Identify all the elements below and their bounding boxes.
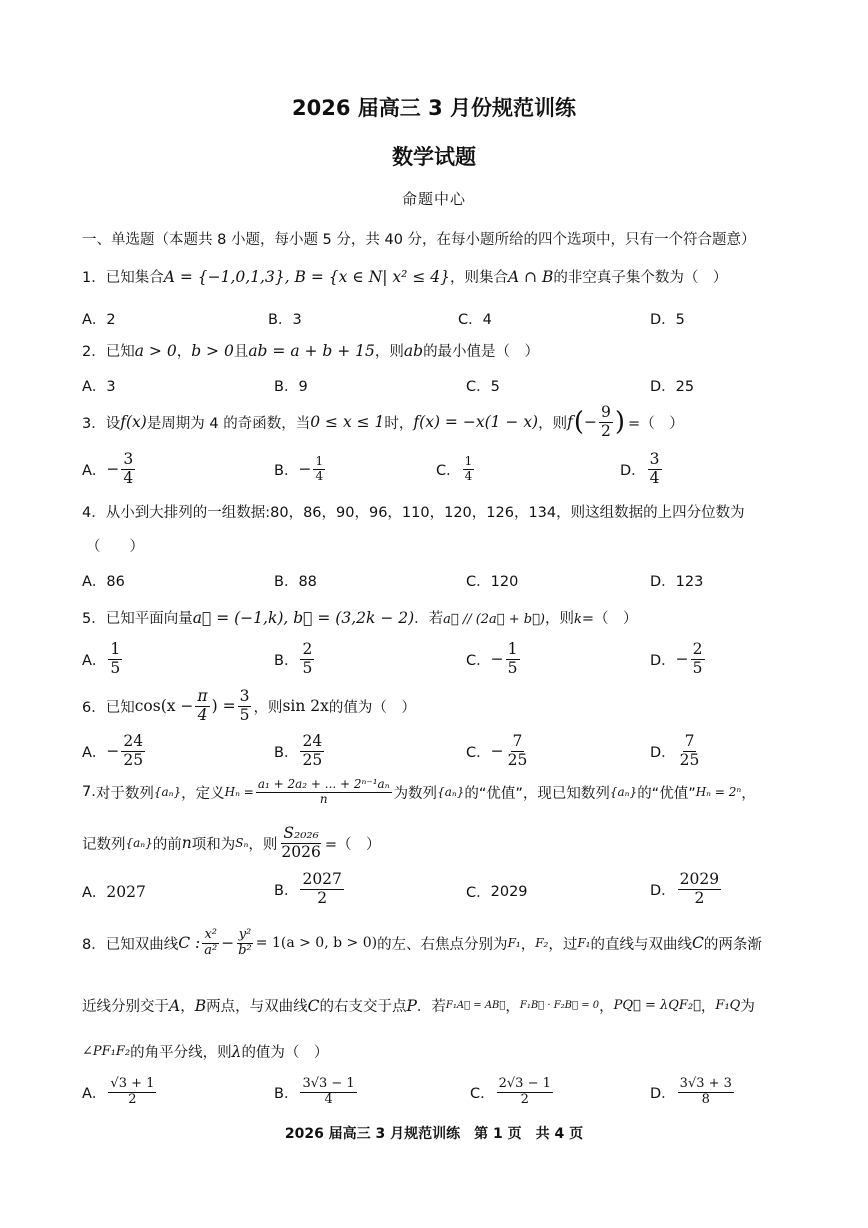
option-c: C．120 xyxy=(466,574,519,590)
option-c: C．5 xyxy=(466,379,500,395)
exam-subject: 数学试题 xyxy=(392,145,476,169)
option-c: C． 2029 xyxy=(466,883,528,901)
question-6: 6． 已知 cos(x − $\frac{\pi}{4}$ ) = $\frac{3}{5}$ ，则 sin 2x 的值为（ ） xyxy=(82,687,416,724)
option-b: B． $\frac{2}{5}$ xyxy=(274,640,313,677)
math-expression: k xyxy=(573,612,582,627)
question-8-line-3: ∠PF₁F₂ 的角平分线，则 λ 的值为（ ） xyxy=(82,1042,329,1061)
option-b: B．3 xyxy=(268,312,302,328)
question-number: 5． xyxy=(82,611,106,627)
question-text: 已知 xyxy=(105,699,135,716)
question-text: 的非空真子集个数为（ ） xyxy=(553,270,728,286)
fraction: $\frac{9}{2}$ xyxy=(601,403,611,440)
question-text: ，定义 xyxy=(181,785,225,802)
question-7-line-2: 记数列 {aₙ} 的前 n 项和为 Sₙ ，则 $\frac{\text{S₂₀₂₆}}{2026}$ =（ ） xyxy=(82,824,381,861)
question-text: 的值为（ ） xyxy=(328,699,416,716)
option-b: B．9 xyxy=(274,379,308,395)
question-1 xyxy=(82,266,727,287)
option-a: A．3 xyxy=(82,379,116,395)
math-expression: 0 ≤ x ≤ 1 xyxy=(310,413,385,432)
question-text: 从小到大排列的一组数据:80，86，90，96，110，120，126，134，则这组数据的上四分位数为 xyxy=(105,505,745,521)
question-text: =（ ） xyxy=(581,611,638,627)
question-number: 7. xyxy=(82,784,96,801)
option-d: D．5 xyxy=(650,312,685,328)
question-text: 对于数列 xyxy=(95,785,154,802)
question-text: 是周期为 4 的奇函数，当 xyxy=(146,415,311,432)
math-expression: {aₙ} xyxy=(437,785,465,800)
option-d: D．25 xyxy=(650,379,695,395)
math-expression: ab xyxy=(403,342,424,360)
math-expression: f xyxy=(567,413,573,432)
question-5 xyxy=(82,607,638,628)
question-text: 时， xyxy=(384,415,414,432)
question-number: 4． xyxy=(82,505,106,521)
option-a: A．86 xyxy=(82,574,125,590)
math-expression: ab = a + b + 15 xyxy=(248,342,375,360)
option-c: C． $\frac{1}{4}$ xyxy=(436,454,473,483)
question-3: 3． 设 f(x) 是周期为 4 的奇函数，当 0 ≤ x ≤ 1 时， f(x) = −x(1 − x) ，则 f ( − $\frac{9}{2}$ ) =（ ） xyxy=(82,403,684,440)
option-c: C． − $\frac{1}{5}$ xyxy=(466,640,518,677)
question-text: 为数列 xyxy=(393,785,438,802)
question-7: 7. 对于数列 {aₙ} ，定义 Hₙ = $\frac{\text{a₁ + 2a₂ + ... + 2ⁿ⁻¹aₙ}}{n}$ 为数列 {aₙ} 的“优值”，现已知数列 {aₙ} 的“优值” Hₙ = 2ⁿ ， xyxy=(82,777,756,806)
option-a: A．2 xyxy=(82,312,116,328)
question-text: ，则集合 xyxy=(449,270,508,286)
math-expression: cos(x − xyxy=(134,697,194,716)
question-text: =（ ） xyxy=(628,415,684,432)
question-text: 设 xyxy=(105,415,121,432)
option-b: B． $\frac{24}{25}$ xyxy=(274,732,323,769)
exam-title: 2026 届高三 3 月份规范训练 xyxy=(292,96,576,120)
option-b: B． $\frac{3√3 - 1}{4}$ xyxy=(274,1076,355,1107)
question-number: 2． xyxy=(82,344,106,360)
math-expression: A = {−1,0,1,3}, B = {x ∈ N| x² ≤ 4} xyxy=(163,268,450,286)
math-expression: {aₙ} xyxy=(609,785,638,800)
option-a: A． − $\frac{3}{4}$ xyxy=(82,450,134,487)
question-text: 已知双曲线 xyxy=(105,936,179,953)
option-b: B． − $\frac{1}{4}$ xyxy=(274,454,324,483)
question-text: ，则 xyxy=(538,415,568,432)
question-text: 的最小值是（ ） xyxy=(423,344,540,360)
question-text: 且 xyxy=(233,344,249,360)
question-text: 的“优值” xyxy=(637,785,696,802)
option-d: D． $\frac{3}{4}$ xyxy=(620,450,660,487)
question-text: ．若 xyxy=(414,611,444,627)
option-c: C． $\frac{2√3 - 1}{2}$ xyxy=(470,1076,551,1107)
question-text: ，则 xyxy=(544,611,574,627)
math-expression: {aₙ} xyxy=(153,785,182,800)
math-expression: b > 0 xyxy=(191,342,234,360)
question-8-line-2: 近线分别交于 A ， B 两点，与双曲线 C 的右支交于点 P ．若 F₁A⃗ = AB⃗ ， F₁B⃗ · F₂B⃗ = 0 ， PQ⃗ = λQF₂⃗ ， F₁Q 为 xyxy=(82,996,755,1015)
math-expression: a⃗ = (−1,k), b⃗ = (3,2k − 2) xyxy=(192,609,415,627)
answer-bracket: （ ） xyxy=(86,539,144,555)
math-expression: sin 2x xyxy=(282,697,329,716)
math-expression: f(x) xyxy=(120,413,147,432)
question-text: ， xyxy=(741,785,756,802)
math-expression: f(x) = −x(1 − x) xyxy=(413,413,539,432)
question-text: ，则 xyxy=(253,699,283,716)
math-expression: Hₙ = 2ⁿ xyxy=(695,785,742,800)
option-a: A． $\frac{1}{5}$ xyxy=(82,640,121,677)
exam-author: 命题中心 xyxy=(401,190,466,208)
option-d: D． $\frac{7}{25}$ xyxy=(650,732,700,769)
question-text: 的“优值”，现已知数列 xyxy=(464,785,610,802)
question-number: 6． xyxy=(82,699,106,716)
option-b: B．88 xyxy=(274,574,317,590)
math-expression: Hₙ = xyxy=(224,785,254,800)
option-d: D． $\frac{3√3 + 3}{8}$ xyxy=(650,1076,732,1107)
question-4 xyxy=(82,501,745,522)
math-expression: a > 0 xyxy=(134,342,177,360)
question-text: 已知平面向量 xyxy=(105,611,193,627)
option-c: C．4 xyxy=(458,312,492,328)
question-number: 8． xyxy=(82,936,106,953)
option-d: D． − $\frac{2}{5}$ xyxy=(650,640,703,677)
option-a: A． − $\frac{24}{25}$ xyxy=(82,732,144,769)
option-b: B． $\frac{2027}{2}$ xyxy=(274,870,342,907)
question-text: 已知集合 xyxy=(105,270,164,286)
option-d: D．123 xyxy=(650,574,704,590)
option-d: D． $\frac{2029}{2}$ xyxy=(650,870,720,907)
question-2 xyxy=(82,340,539,361)
question-text: ，则 xyxy=(374,344,404,360)
option-a: A． $\frac{√3 + 1}{2}$ xyxy=(82,1076,155,1107)
option-c: C． − $\frac{7}{25}$ xyxy=(466,732,528,769)
page-footer: 2026 届高三 3 月规范训练 第 1 页 共 4 页 xyxy=(284,1126,584,1142)
math-expression: C : xyxy=(178,934,201,953)
question-text: 已知 xyxy=(105,344,135,360)
math-expression: A ∩ B xyxy=(507,268,554,286)
option-a: A． 2027 xyxy=(82,882,146,901)
section-heading: 一、单选题（本题共 8 小题，每小题 5 分，共 40 分，在每小题所给的四个选项中，只有一个符合题意） xyxy=(82,232,756,248)
question-text: ， xyxy=(176,344,192,360)
math-expression: a⃗ // (2a⃗ + b⃗) xyxy=(443,612,545,627)
question-8: 8． 已知双曲线 C : $\frac{\text{x²}}{\text{a²}}$ − $\frac{\text{y²}}{\text{b²}}$ = 1(a > 0, b > 0) 的左、右焦点分别为 F₁ ， F₂ ，过 F₁ 的直线与双曲线 C 的两条渐 xyxy=(82,927,762,958)
question-number: 1． xyxy=(82,270,106,286)
question-number: 3． xyxy=(82,415,106,432)
